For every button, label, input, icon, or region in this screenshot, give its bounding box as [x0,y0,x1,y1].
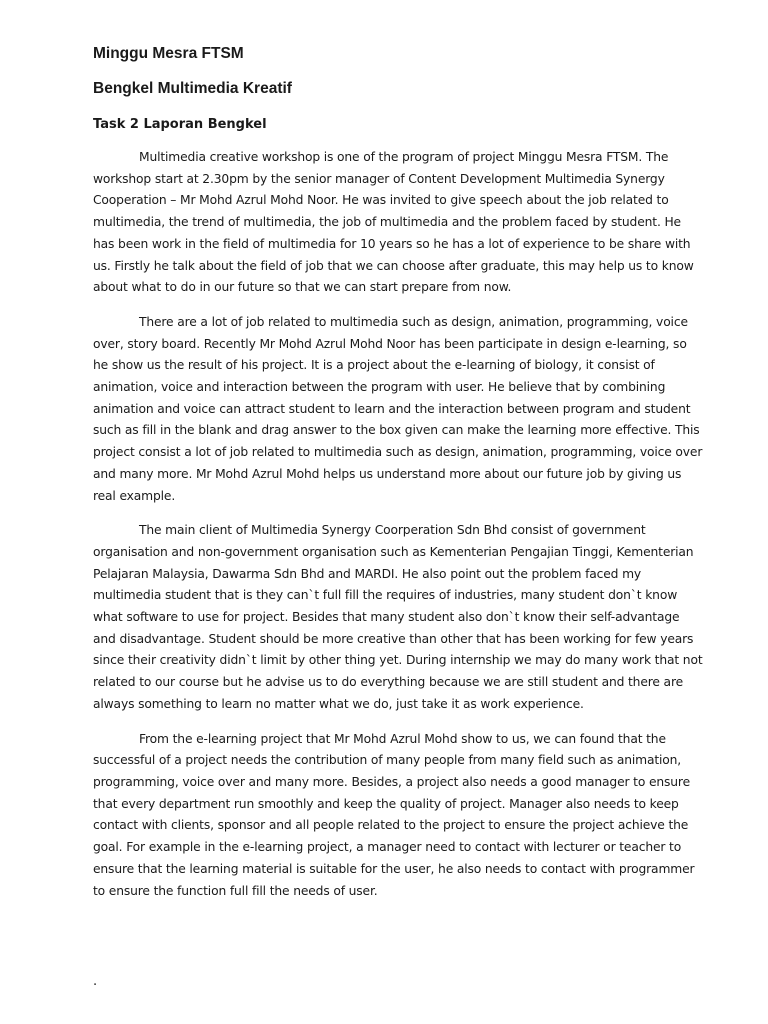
paragraph-3: The main client of Multimedia Synergy Coorperation Sdn Bhd consist of government organisation and non-government organisation such as Kementerian Pengajian Tinggi, Kementerian Pelajaran Malaysia, Dawarma Sdn Bhd and MARDI. He also point out the problem faced my multimedia student that is they can`t full fill the requires of industries, many student don`t know what software to use for project. Besides that many student also don`t know their self-advantage and disadvantage. Student should be more creative than other that has been working for few years since their creativity didn`t limit by other thing yet. During internship we may do many work that not related to our course but he advise us to do everything because we are still student and there are always something to learn no matter what we do, just take it as work experience. [93,523,703,711]
paragraph-1: Multimedia creative workshop is one of the program of project Minggu Mesra FTSM. The workshop start at 2.30pm by the senior manager of Content Development Multimedia Synergy Cooperation – Mr Mohd Azrul Mohd Noor. He was invited to give speech about the job related to multimedia, the trend of multimedia, the job of multimedia and the problem faced by student. He has been work in the field of multimedia for 10 years so he has a lot of experience to be share with us. Firstly he talk about the field of job that we can choose after graduate, this may help us to know about what to do in our future so that we can start prepare from now. [93,150,694,295]
document-title: Minggu Mesra FTSM [93,45,244,62]
task-heading: Task 2 Laporan Bengkel [93,117,267,132]
paragraph-4: From the e-learning project that Mr Mohd Azrul Mohd show to us, we can found that the successful of a project needs the contribution of many people from many field such as animation, programming, voice over and many more. Besides, a project also needs a good manager to ensure that every department run smoothly and keep the quality of project. Manager also needs to keep contact with clients, sponsor and all people related to the project to ensure the project achieve the goal. For example in the e-learning project, a manager need to contact with lecturer or teacher to ensure that the learning material is suitable for the user, he also needs to contact with programmer to ensure the function full fill the needs of user. [93,731,695,898]
trailing-mark: . [93,974,98,989]
document-subtitle: Bengkel Multimedia Kreatif [93,80,292,97]
paragraph-2: There are a lot of job related to multimedia such as design, animation, programming, voice over, story board. Recently Mr Mohd Azrul Mohd Noor has been participate in design e-learning, so he show us the result of his project. It is a project about the e-learning of biology, it consist of animation, voice and interaction between the program with user. He believe that by combining animation and voice can attract student to learn and the interaction between program and student such as fill in the blank and drag answer to the box given can make the learning more effective. This project consist a lot of job related to multimedia such as design, animation, programming, voice over and many more. Mr Mohd Azrul Mohd helps us understand more about our future job by giving us real example. [93,314,703,503]
document-page [93,40,705,902]
